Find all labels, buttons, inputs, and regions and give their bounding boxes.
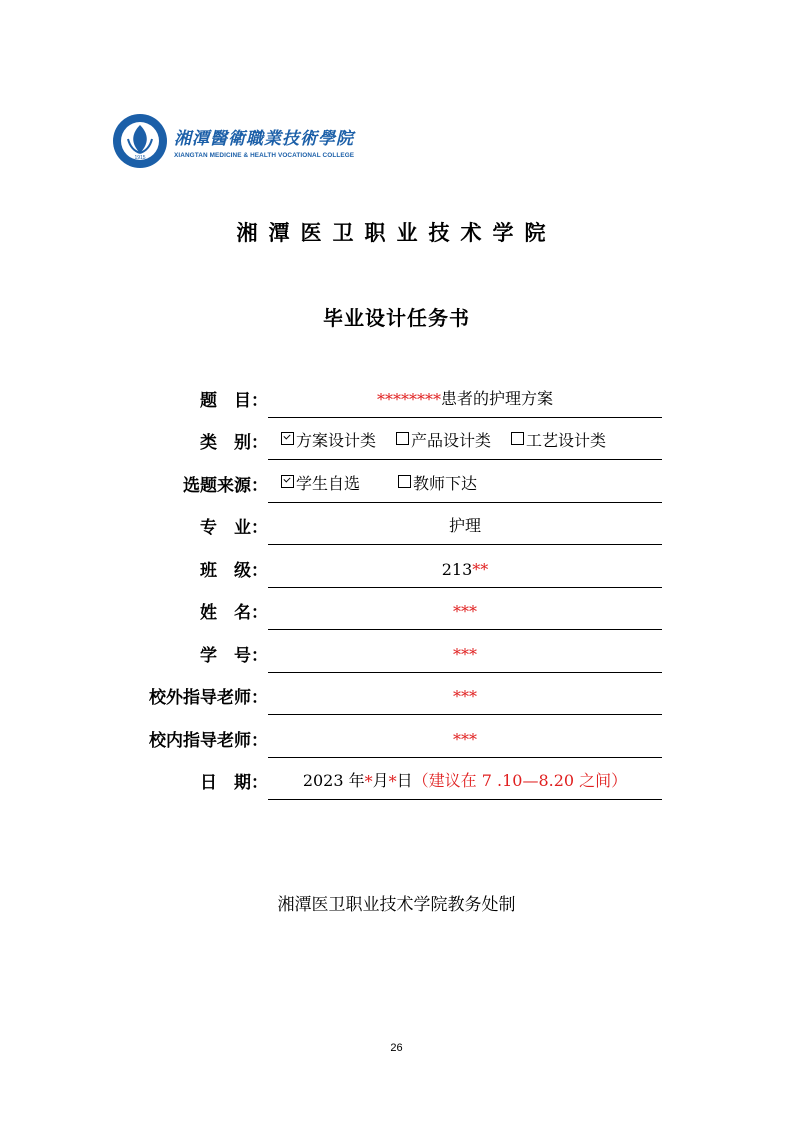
date-month: 月 — [372, 771, 389, 790]
category-option-process[interactable] — [511, 428, 606, 451]
topic-placeholder: ******** — [376, 389, 441, 409]
source-label: 选题来源： — [183, 475, 268, 496]
major-value[interactable]: 护理 — [268, 503, 662, 546]
date-month-mark: * — [364, 772, 373, 791]
date-year: 2023 年 — [302, 771, 365, 790]
student-id-value[interactable]: *** — [268, 630, 662, 673]
student-id-label: 学 号： — [200, 645, 268, 666]
checked-checkbox-icon[interactable] — [281, 432, 294, 445]
logo-year: 1915 — [134, 155, 146, 161]
document-title: 毕业设计任务书 — [323, 306, 470, 330]
name-label: 姓 名： — [200, 603, 268, 623]
option-label: 产品设计类 — [411, 431, 492, 450]
checked-checkbox-icon[interactable] — [281, 475, 294, 488]
checkbox-icon[interactable] — [511, 432, 524, 445]
option-label: 教师下达 — [413, 473, 478, 493]
class-label: 班 级： — [200, 560, 268, 581]
category-option-plan[interactable] — [281, 428, 376, 451]
option-label: 学生自选 — [296, 473, 361, 493]
internal-advisor-label: 校内指导老师： — [149, 730, 268, 751]
option-label: 方案设计类 — [296, 431, 377, 450]
checkbox-icon[interactable] — [398, 475, 411, 488]
date-label: 日 期： — [200, 773, 268, 793]
source-options — [268, 460, 662, 503]
page-number: 26 — [390, 1042, 403, 1054]
logo-chinese-name: 湘潭醫衛職業技術學院 — [174, 128, 354, 149]
date-day: 日 — [396, 771, 413, 790]
date-row — [130, 758, 662, 801]
major-row — [130, 503, 662, 546]
name-value[interactable]: *** — [268, 588, 662, 631]
external-advisor-row — [130, 673, 662, 716]
source-option-teacher[interactable] — [398, 471, 477, 494]
option-label: 工艺设计类 — [526, 431, 607, 450]
topic-row — [130, 375, 662, 418]
logo-english-name: XIANGTAN MEDICINE & HEALTH VOCATIONAL COLLEGE — [174, 151, 355, 159]
checkbox-icon[interactable] — [396, 432, 409, 445]
category-option-product[interactable] — [396, 428, 491, 451]
class-placeholder: ** — [472, 559, 489, 579]
topic-value[interactable] — [268, 375, 662, 418]
school-logo — [112, 112, 364, 170]
student-id-row — [130, 630, 662, 673]
internal-advisor-value[interactable]: *** — [268, 715, 662, 758]
category-row — [130, 418, 662, 461]
school-emblem-icon — [112, 113, 168, 169]
date-value[interactable] — [268, 758, 662, 801]
class-value[interactable] — [268, 545, 662, 588]
name-row — [130, 588, 662, 631]
source-row — [130, 460, 662, 503]
class-number: 213 — [441, 559, 473, 579]
task-form — [130, 375, 662, 800]
school-title: 湘潭医卫职业技术学院 — [236, 221, 557, 245]
source-option-student[interactable] — [281, 471, 360, 494]
external-advisor-label: 校外指导老师： — [149, 688, 268, 708]
date-note: （建议在 7 .10—8.20 之间） — [412, 771, 628, 790]
internal-advisor-row — [130, 715, 662, 758]
major-label: 专 业： — [200, 518, 268, 538]
category-label: 类 别： — [200, 433, 268, 453]
topic-label: 题 目： — [200, 390, 268, 411]
topic-text: 患者的护理方案 — [440, 388, 553, 408]
category-options — [268, 418, 662, 461]
class-row — [130, 545, 662, 588]
issuing-office: 湘潭医卫职业技术学院教务处制 — [277, 895, 516, 915]
external-advisor-value[interactable]: *** — [268, 673, 662, 716]
date-day-mark: * — [388, 772, 397, 791]
